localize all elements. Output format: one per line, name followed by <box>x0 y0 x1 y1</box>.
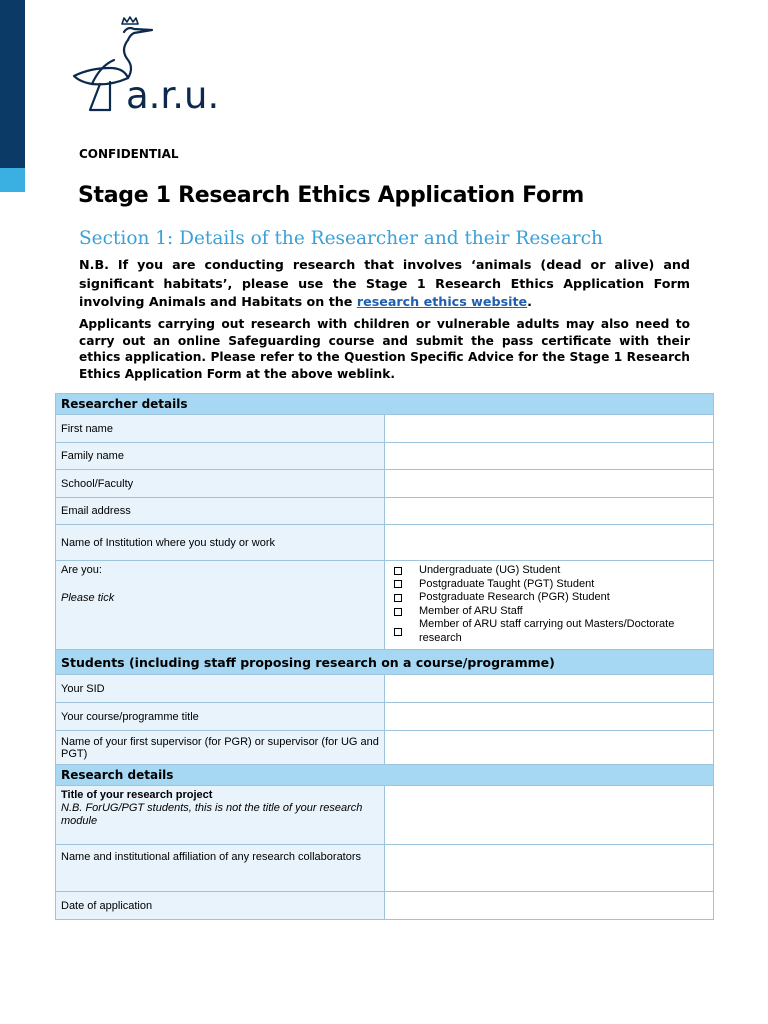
option-ug[interactable] <box>394 564 708 578</box>
sid-field[interactable] <box>385 675 714 703</box>
supervisor-field[interactable] <box>385 731 714 765</box>
students-header: Students (including staff proposing research on a course/programme) <box>56 650 714 675</box>
option-label: Postgraduate Taught (PGT) Student <box>419 577 595 590</box>
aru-logo-text: a.r.u. <box>126 74 220 117</box>
collaborators-field[interactable] <box>385 845 714 892</box>
institution-row <box>56 525 714 561</box>
project-title-label: Title of your research project <box>61 789 213 801</box>
are-you-options <box>385 561 714 650</box>
option-pgt[interactable] <box>394 578 708 592</box>
are-you-label: Are you: <box>61 564 102 576</box>
supervisor-label: Name of your first supervisor (for PGR) or supervisor (for UG and PGT) <box>56 731 385 765</box>
are-you-row <box>56 561 714 650</box>
animals-note <box>79 256 690 312</box>
option-pgr[interactable] <box>394 591 708 605</box>
collaborators-label: Name and institutional affiliation of any research collaborators <box>56 845 385 892</box>
date-row <box>56 892 714 920</box>
checkbox-icon[interactable] <box>394 628 402 636</box>
project-title-row <box>56 786 714 845</box>
animals-note-text: N.B. If you are conducting research that involves ‘animals (dead or alive) and significant habitats’, please use the Stage 1 Research Ethics Application Form involving Animals and Habitats on the <box>79 257 690 309</box>
researcher-form-table <box>55 393 714 920</box>
checkbox-icon[interactable] <box>394 608 402 616</box>
school-row <box>56 470 714 498</box>
safeguarding-note: Applicants carrying out research with children or vulnerable adults may also need to carry out an online Safeguarding course and submit the pass certificate with their ethics application. Please refer to the Question Specific Advice for the Stage 1 Research Ethics Application Form at the above weblink. <box>79 317 690 381</box>
email-row <box>56 498 714 525</box>
side-bar-light <box>0 168 25 192</box>
school-field[interactable] <box>385 470 714 498</box>
research-details-header-row <box>56 765 714 786</box>
confidential-label: CONFIDENTIAL <box>79 147 179 161</box>
project-title-field[interactable] <box>385 786 714 845</box>
option-label: Member of ARU staff carrying out Masters/Doctorate research <box>419 618 675 644</box>
are-you-cell <box>56 561 385 650</box>
email-field[interactable] <box>385 498 714 525</box>
first-name-label: First name <box>56 415 385 443</box>
option-label: Postgraduate Research (PGR) Student <box>419 591 610 604</box>
tick-list <box>390 564 708 646</box>
school-label: School/Faculty <box>56 470 385 498</box>
date-label: Date of application <box>56 892 385 920</box>
please-tick-label: Please tick <box>61 592 115 604</box>
animals-note-end: . <box>527 294 532 309</box>
option-staff-research[interactable] <box>394 618 708 645</box>
first-name-field[interactable] <box>385 415 714 443</box>
project-title-note: N.B. ForUG/PGT students, this is not the title of your research module <box>61 802 363 827</box>
institution-label: Name of Institution where you study or work <box>56 525 385 561</box>
family-name-field[interactable] <box>385 443 714 470</box>
course-field[interactable] <box>385 703 714 731</box>
project-title-cell <box>56 786 385 845</box>
side-bar-dark <box>0 0 25 168</box>
first-name-row <box>56 415 714 443</box>
option-label: Undergraduate (UG) Student <box>419 564 561 576</box>
course-row <box>56 703 714 731</box>
family-name-label: Family name <box>56 443 385 470</box>
checkbox-icon[interactable] <box>394 567 402 575</box>
researcher-details-header: Researcher details <box>56 394 714 415</box>
research-details-header: Research details <box>56 765 714 786</box>
checkbox-icon[interactable] <box>394 594 402 602</box>
research-ethics-website-link[interactable]: research ethics website <box>356 294 528 309</box>
researcher-details-header-row <box>56 394 714 415</box>
option-label: Member of ARU Staff <box>419 604 523 617</box>
sid-row <box>56 675 714 703</box>
section-title: Section 1: Details of the Researcher and their Research <box>79 228 603 249</box>
students-header-row <box>56 650 714 675</box>
date-field[interactable] <box>385 892 714 920</box>
family-name-row <box>56 443 714 470</box>
institution-field[interactable] <box>385 525 714 561</box>
page-title: Stage 1 Research Ethics Application Form <box>78 183 584 208</box>
sid-label: Your SID <box>56 675 385 703</box>
course-label: Your course/programme title <box>56 703 385 731</box>
option-staff[interactable] <box>394 605 708 619</box>
collaborators-row <box>56 845 714 892</box>
checkbox-icon[interactable] <box>394 580 402 588</box>
email-label: Email address <box>56 498 385 525</box>
supervisor-row <box>56 731 714 765</box>
